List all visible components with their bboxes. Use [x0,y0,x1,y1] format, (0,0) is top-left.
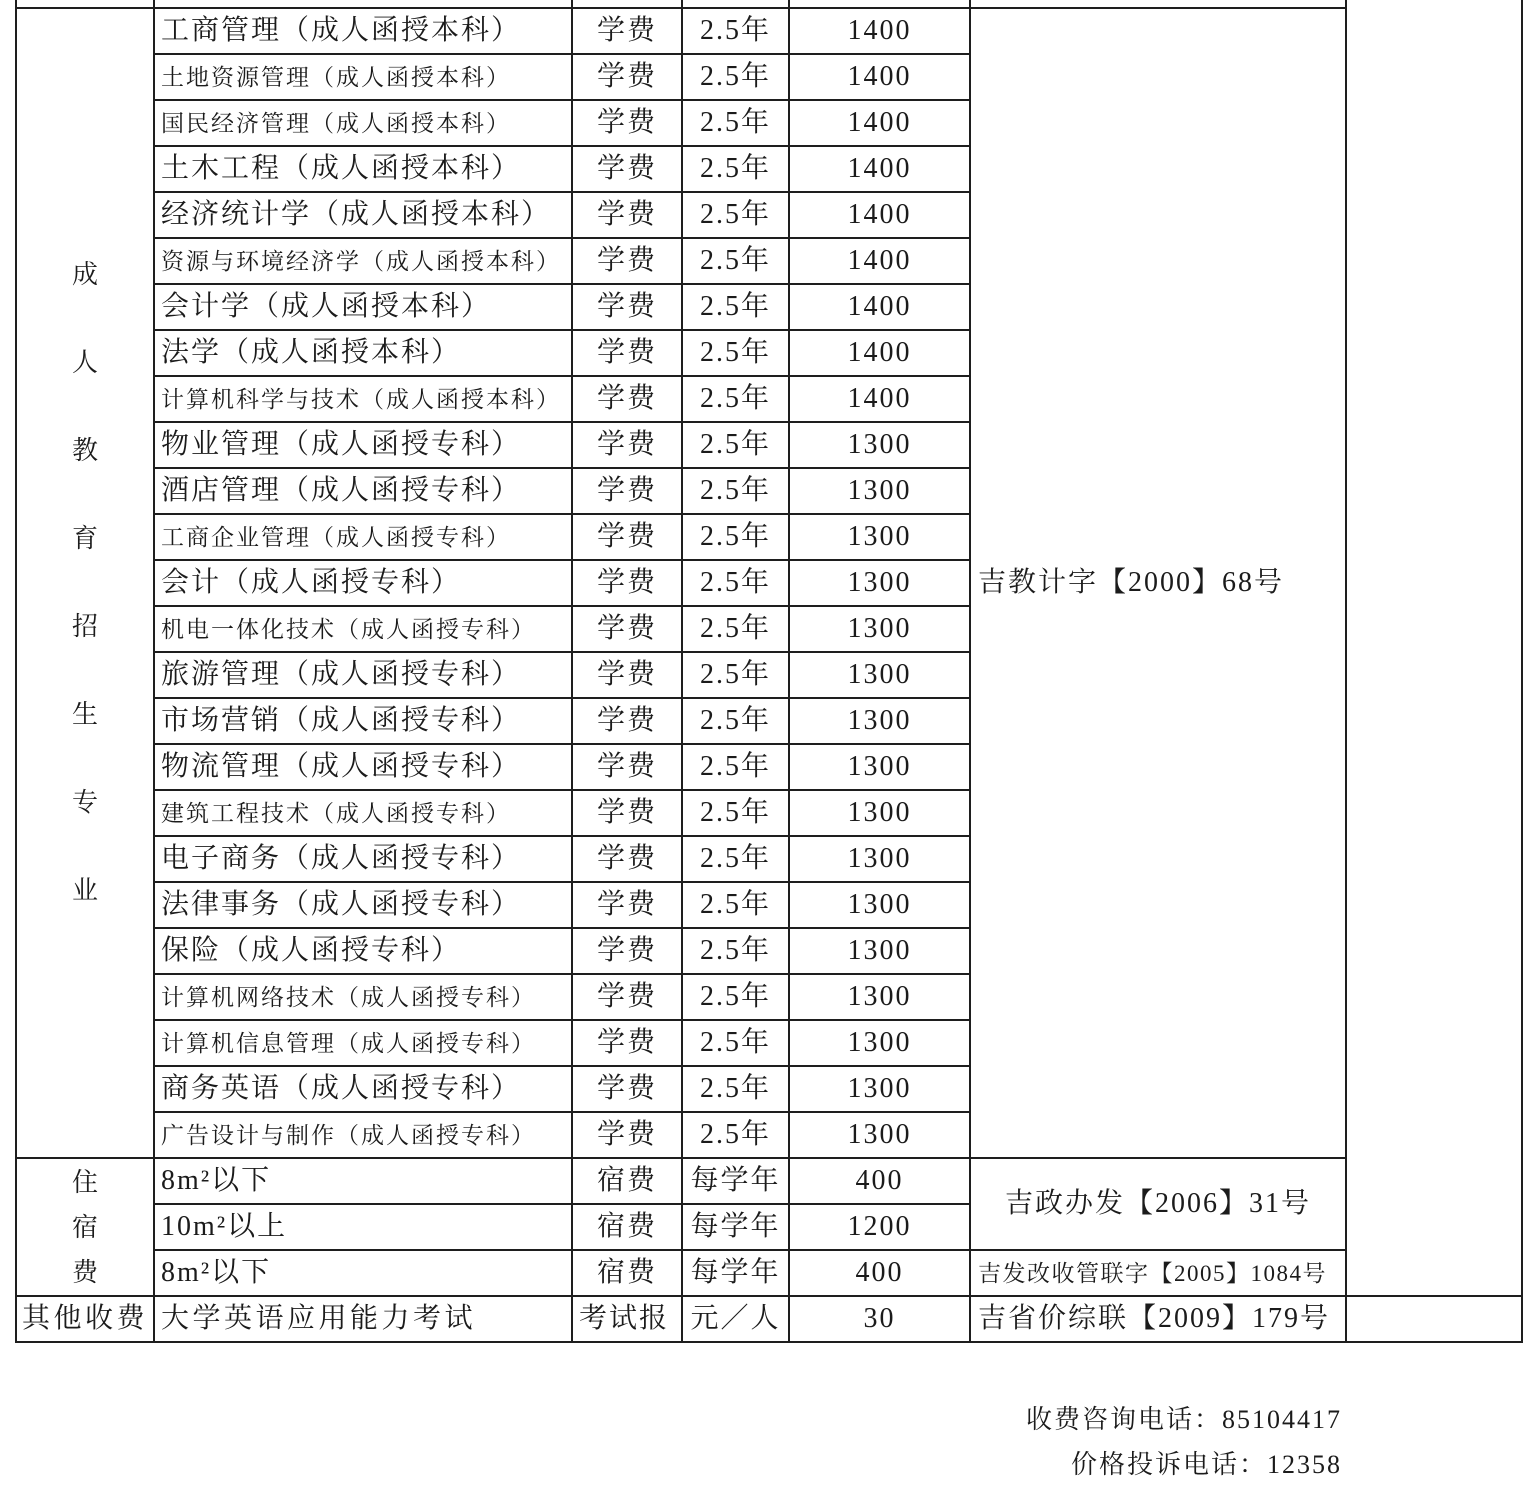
room-size-cell: 8m²以下 [154,1158,572,1204]
amount-cell: 1400 [789,284,970,330]
fee-type-cell: 考试报 [572,1296,682,1342]
fee-schedule-table [15,0,1523,1343]
empty-cell [16,0,154,8]
amount-cell: 1300 [789,560,970,606]
duration-cell: 2.5年 [682,560,789,606]
program-name-cell: 法律事务（成人函授专科） [154,882,572,928]
program-name-cell: 商务英语（成人函授专科） [154,1066,572,1112]
amount-cell: 1300 [789,698,970,744]
table-row [16,1158,1522,1204]
fee-type-cell: 学费 [572,284,682,330]
duration-cell: 2.5年 [682,744,789,790]
fee-type-cell: 学费 [572,54,682,100]
fee-schedule-body [16,0,1522,1342]
amount-cell: 1300 [789,1066,970,1112]
fee-type-cell: 宿费 [572,1250,682,1296]
program-name-cell: 工商管理（成人函授本科） [154,8,572,54]
program-name-cell: 土木工程（成人函授本科） [154,146,572,192]
amount-cell: 1400 [789,100,970,146]
table-row [16,8,1522,54]
amount-cell: 1300 [789,606,970,652]
fee-type-cell: 宿费 [572,1204,682,1250]
fee-type-cell: 学费 [572,330,682,376]
duration-cell: 2.5年 [682,882,789,928]
program-name-cell: 经济统计学（成人函授本科） [154,192,572,238]
empty-cell [572,0,682,8]
fee-type-cell: 学费 [572,146,682,192]
duration-cell: 2.5年 [682,928,789,974]
category-cell-accommodation [16,1158,154,1296]
duration-cell: 2.5年 [682,192,789,238]
duration-cell: 2.5年 [682,652,789,698]
amount-cell: 1300 [789,928,970,974]
fee-type-cell: 学费 [572,514,682,560]
duration-cell: 2.5年 [682,698,789,744]
table-row [16,1296,1522,1342]
program-name-cell: 保险（成人函授专科） [154,928,572,974]
category-label: 成人教育招生专业 [71,260,98,905]
room-size-cell: 10m²以上 [154,1204,572,1250]
amount-cell: 1300 [789,744,970,790]
approval-document-cell: 吉政办发【2006】31号 [970,1158,1346,1250]
category-cell-adult-education [16,8,154,1158]
amount-cell: 1300 [789,422,970,468]
duration-cell: 2.5年 [682,836,789,882]
program-name-cell: 酒店管理（成人函授专科） [154,468,572,514]
program-name-cell: 市场营销（成人函授专科） [154,698,572,744]
amount-cell: 1400 [789,376,970,422]
duration-cell: 2.5年 [682,100,789,146]
fee-type-cell: 学费 [572,238,682,284]
amount-cell: 1300 [789,1020,970,1066]
duration-cell: 2.5年 [682,1020,789,1066]
fee-type-cell: 学费 [572,376,682,422]
price-complaint-phone: 价格投诉电话：12358 [1070,1450,1342,1479]
fee-type-cell: 学费 [572,836,682,882]
duration-cell: 2.5年 [682,790,789,836]
amount-cell: 1300 [789,836,970,882]
fee-type-cell: 学费 [572,698,682,744]
fee-type-cell: 学费 [572,606,682,652]
unit-cell: 元／人 [682,1296,789,1342]
period-cell: 每学年 [682,1158,789,1204]
empty-cell [154,0,572,8]
amount-cell: 1300 [789,652,970,698]
duration-cell: 2.5年 [682,422,789,468]
amount-cell: 1400 [789,330,970,376]
amount-cell: 1300 [789,974,970,1020]
fee-type-cell: 学费 [572,560,682,606]
amount-cell: 1200 [789,1204,970,1250]
empty-cell [789,0,970,8]
duration-cell: 2.5年 [682,606,789,652]
program-name-cell: 计算机网络技术（成人函授专科） [154,974,572,1020]
fee-type-cell: 学费 [572,974,682,1020]
amount-cell: 1300 [789,468,970,514]
duration-cell: 2.5年 [682,54,789,100]
fee-type-cell: 学费 [572,882,682,928]
program-name-cell: 会计学（成人函授本科） [154,284,572,330]
amount-cell: 400 [789,1250,970,1296]
program-name-cell: 物流管理（成人函授专科） [154,744,572,790]
category-label: 住宿费 [71,1167,98,1287]
fee-type-cell: 宿费 [572,1158,682,1204]
period-cell: 每学年 [682,1250,789,1296]
fee-type-cell: 学费 [572,1020,682,1066]
amount-cell: 400 [789,1158,970,1204]
fee-type-cell: 学费 [572,652,682,698]
program-name-cell: 土地资源管理（成人函授本科） [154,54,572,100]
program-name-cell: 资源与环境经济学（成人函授本科） [154,238,572,284]
remarks-cell [1346,1296,1522,1342]
duration-cell: 2.5年 [682,238,789,284]
amount-cell: 1400 [789,192,970,238]
duration-cell: 2.5年 [682,330,789,376]
duration-cell: 2.5年 [682,514,789,560]
approval-document-cell: 吉教计字【2000】68号 [970,8,1346,1158]
program-name-cell: 国民经济管理（成人函授本科） [154,100,572,146]
amount-cell: 1400 [789,8,970,54]
fee-type-cell: 学费 [572,8,682,54]
category-cell-other: 其他收费 [16,1296,154,1342]
table-row [16,1250,1522,1296]
program-name-cell: 会计（成人函授专科） [154,560,572,606]
program-name-cell: 旅游管理（成人函授专科） [154,652,572,698]
amount-cell: 1300 [789,514,970,560]
fee-inquiry-phone: 收费咨询电话：85104417 [1025,1405,1342,1434]
program-name-cell: 计算机信息管理（成人函授专科） [154,1020,572,1066]
item-name-cell: 大学英语应用能力考试 [154,1296,572,1342]
room-size-cell: 8m²以下 [154,1250,572,1296]
duration-cell: 2.5年 [682,1112,789,1158]
program-name-cell: 计算机科学与技术（成人函授本科） [154,376,572,422]
duration-cell: 2.5年 [682,284,789,330]
duration-cell: 2.5年 [682,974,789,1020]
approval-document-cell: 吉发改收管联字【2005】1084号 [970,1250,1346,1296]
fee-type-cell: 学费 [572,1112,682,1158]
amount-cell: 1400 [789,238,970,284]
table-row-partial [16,0,1522,8]
amount-cell: 1300 [789,1112,970,1158]
program-name-cell: 机电一体化技术（成人函授专科） [154,606,572,652]
fee-type-cell: 学费 [572,422,682,468]
program-name-cell: 电子商务（成人函授专科） [154,836,572,882]
program-name-cell: 法学（成人函授本科） [154,330,572,376]
program-name-cell: 工商企业管理（成人函授专科） [154,514,572,560]
empty-cell [970,0,1346,8]
duration-cell: 2.5年 [682,468,789,514]
fee-type-cell: 学费 [572,100,682,146]
amount-cell: 30 [789,1296,970,1342]
program-name-cell: 建筑工程技术（成人函授专科） [154,790,572,836]
fee-type-cell: 学费 [572,790,682,836]
approval-document-cell: 吉省价综联【2009】179号 [970,1296,1346,1342]
duration-cell: 2.5年 [682,8,789,54]
amount-cell: 1400 [789,146,970,192]
period-cell: 每学年 [682,1204,789,1250]
program-name-cell: 物业管理（成人函授专科） [154,422,572,468]
remarks-cell [1346,0,1522,1296]
fee-type-cell: 学费 [572,744,682,790]
amount-cell: 1400 [789,54,970,100]
fee-type-cell: 学费 [572,928,682,974]
empty-cell [682,0,789,8]
amount-cell: 1300 [789,882,970,928]
fee-type-cell: 学费 [572,192,682,238]
duration-cell: 2.5年 [682,146,789,192]
duration-cell: 2.5年 [682,376,789,422]
amount-cell: 1300 [789,790,970,836]
duration-cell: 2.5年 [682,1066,789,1112]
fee-type-cell: 学费 [572,468,682,514]
fee-type-cell: 学费 [572,1066,682,1112]
program-name-cell: 广告设计与制作（成人函授专科） [154,1112,572,1158]
